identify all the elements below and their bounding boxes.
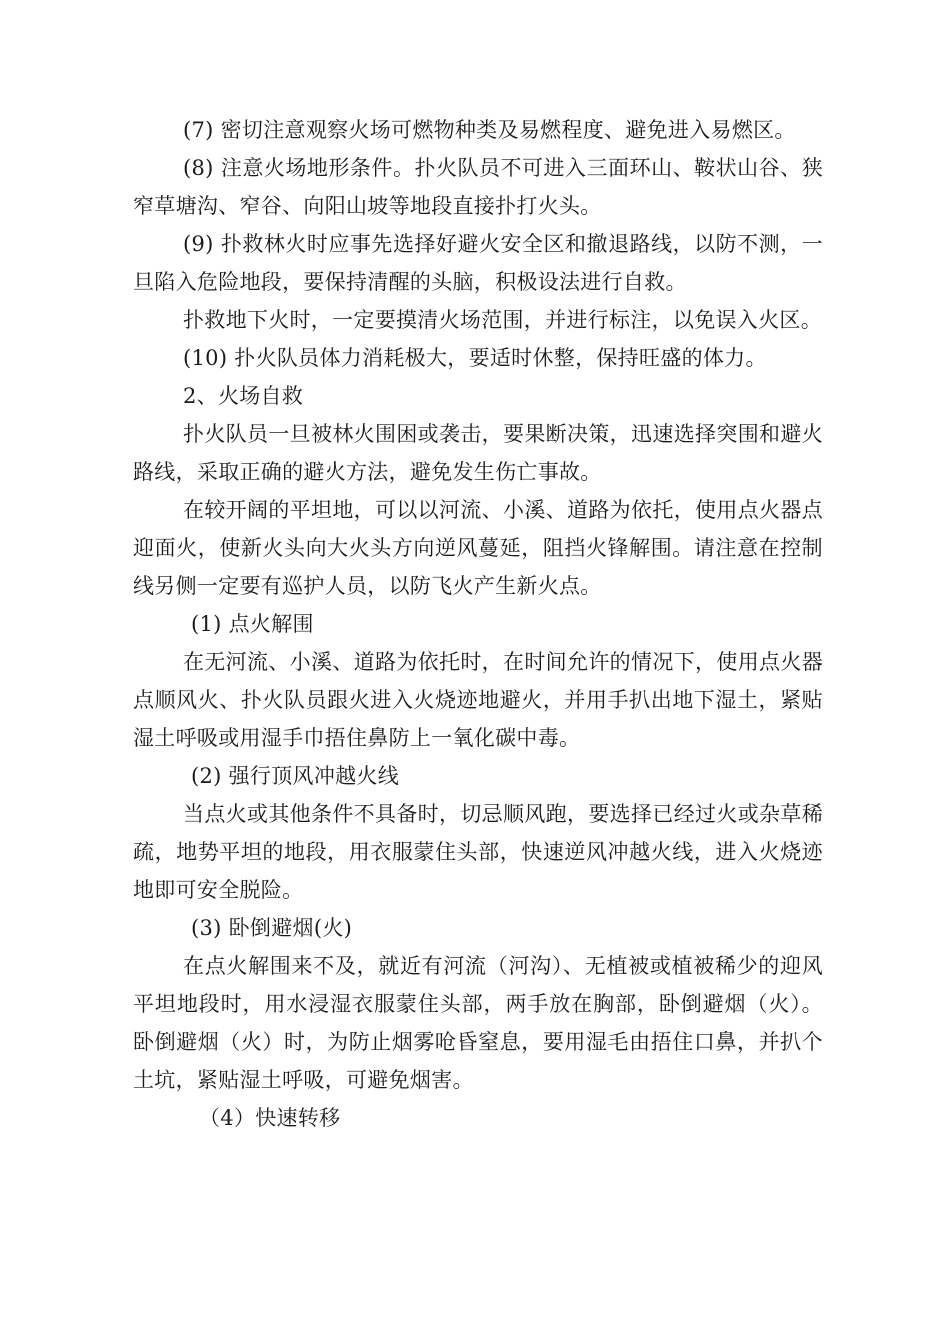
document-body (133, 111, 823, 1137)
section-heading-self-rescue: 2、火场自救 (183, 384, 304, 408)
paragraph-item-7: (7) 密切注意观察火场可燃物种类及易燃程度、避免进入易燃区。 (183, 118, 796, 142)
subheading-quick-transfer: （4）快速转移 (199, 1106, 341, 1130)
paragraph-open-flat-ground: 在较开阔的平坦地，可以以河流、小溪、道路为依托，使用点火器点迎面火，使新火头向大火头方向逆风蔓延，阻挡火锋解围。请注意在控制线另侧一定要有巡护人员，以防飞火产生新火点。 (133, 498, 823, 598)
paragraph-item-9: (9) 扑救林火时应事先选择好避火安全区和撤退路线，以防不测，一旦陷入危险地段，要保持清醒的头脑，积极设法进行自救。 (133, 232, 823, 294)
paragraph-cross-fireline: 当点火或其他条件不具备时，切忌顺风跑，要选择已经过火或杂草稀疏，地势平坦的地段，用衣服蒙住头部，快速逆风冲越火线，进入火烧迹地即可安全脱险。 (133, 802, 823, 902)
subheading-cross-fireline: (2) 强行顶风冲越火线 (191, 764, 400, 788)
paragraph-lie-down: 在点火解围来不及，就近有河流（河沟）、无植被或植被稀少的迎风平坦地段时，用水浸湿衣服蒙住头部，两手放在胸部，卧倒避烟（火）。卧倒避烟（火）时，为防止烟雾呛昏窒息，要用湿毛由捂住口鼻，并扒个土坑，紧贴湿土呼吸，可避免烟害。 (133, 954, 823, 1092)
paragraph-self-rescue-intro: 扑火队员一旦被林火围困或袭击，要果断决策，迅速选择突围和避火路线，采取正确的避火方法，避免发生伤亡事故。 (133, 422, 823, 484)
paragraph-item-10: (10) 扑火队员体力消耗极大，要适时休整，保持旺盛的体力。 (183, 346, 767, 370)
paragraph-ignite-escape: 在无河流、小溪、道路为依托时，在时间允许的情况下，使用点火器点顺风火、扑火队员跟火进入火烧迹地避火，并用手扒出地下湿土，紧贴湿土呼吸或用湿手巾捂住鼻防上一氧化碳中毒。 (133, 650, 823, 750)
paragraph-item-8: (8) 注意火场地形条件。扑火队员不可进入三面环山、鞍状山谷、狭窄草塘沟、窄谷、向阳山坡等地段直接扑打火头。 (133, 156, 823, 218)
subheading-ignite-escape: (1) 点火解围 (191, 612, 314, 636)
paragraph-underground-fire: 扑救地下火时，一定要摸清火场范围，并进行标注，以免误入火区。 (183, 308, 822, 332)
subheading-lie-down: (3) 卧倒避烟(火) (191, 916, 353, 940)
